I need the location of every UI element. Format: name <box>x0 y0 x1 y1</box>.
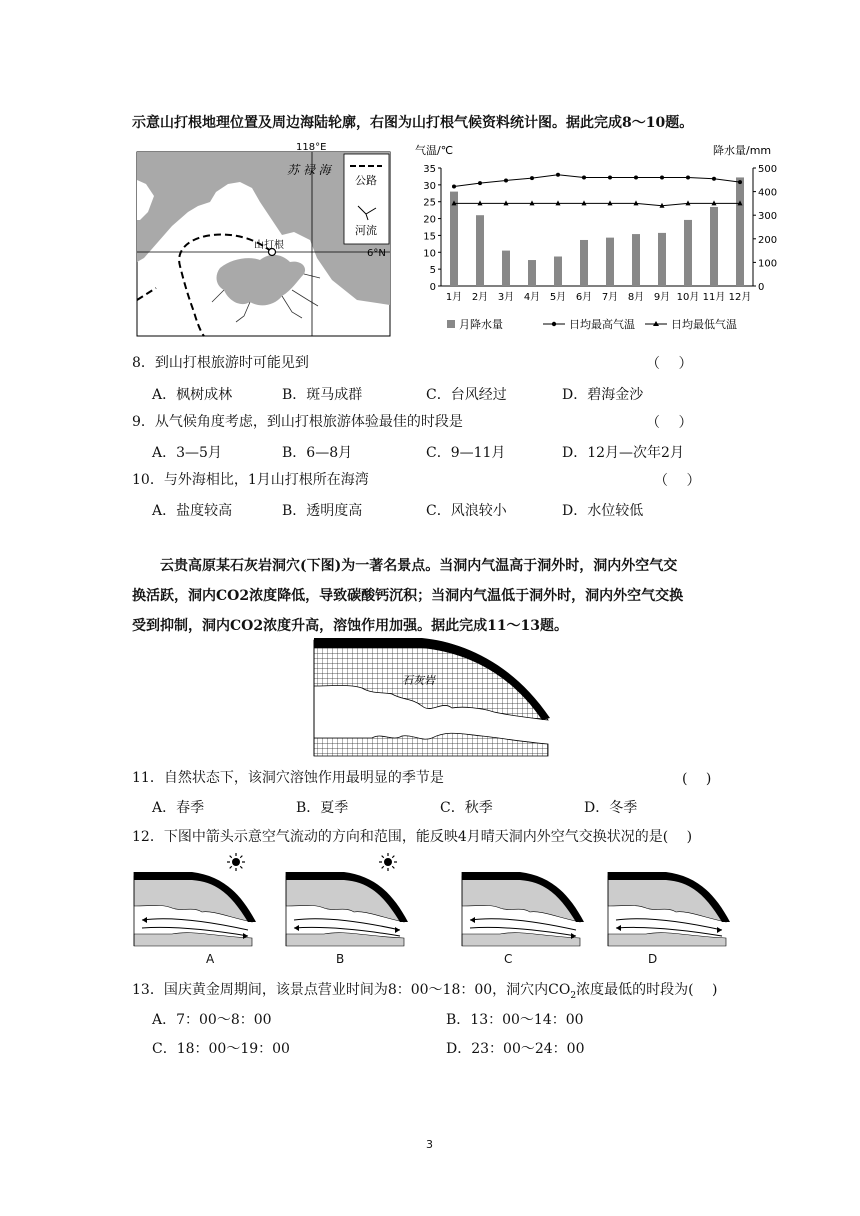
right-tick-label: 0 <box>758 282 765 293</box>
question-11-stem: 11．自然状态下，该洞穴溶蚀作用最明显的季节是 <box>132 770 444 786</box>
question-13-stem: 13．国庆黄金周期间，该景点营业时间为8：00～18：00，洞穴内$CO_2$浓度最低的时段为( ) <box>132 982 718 1001</box>
airflow-arrow <box>470 919 576 930</box>
high-temp-point <box>478 181 482 185</box>
question-12-stem: 12．下图中箭头示意空气流动的方向和范围，能反映4月晴天洞内外空气交换状况的是( ) <box>132 829 693 845</box>
precip-bar <box>736 177 744 286</box>
high-temp-point <box>686 175 690 179</box>
low-temp-line <box>454 203 740 205</box>
x-tick-label: 7月 <box>601 292 619 303</box>
low-temp-point <box>712 200 717 205</box>
high-temp-point <box>608 175 612 179</box>
right-axis-label: 降水量/mm <box>713 144 772 157</box>
low-temp-point <box>608 200 613 205</box>
question-13-option-b[interactable]: B．13：00～14：00 <box>446 1012 584 1028</box>
question-8-option-d[interactable]: D．碧海金沙 <box>562 387 644 403</box>
right-tick-label: 100 <box>758 258 778 270</box>
low-temp-point <box>556 200 561 205</box>
arrowhead-icon <box>294 925 299 931</box>
question-9-option-c[interactable]: C．9—11月 <box>426 445 506 461</box>
precip-bar <box>580 240 588 286</box>
x-tick-label: 10月 <box>676 292 700 303</box>
question-8-option-b[interactable]: B．斑马成群 <box>282 387 363 403</box>
left-tick-label: 20 <box>423 214 436 226</box>
question-13-option-d[interactable]: D．23：00～24：00 <box>446 1041 585 1057</box>
question-11-blank[interactable]: ( ) <box>682 771 712 787</box>
high-temp-point <box>712 177 716 181</box>
latitude-label: 6°N <box>367 248 386 259</box>
legend-road-label: 公路 <box>355 174 377 187</box>
panel-floor <box>134 933 252 946</box>
moon-icon <box>556 854 564 870</box>
city-label: 山打根 <box>254 240 284 251</box>
cave-label: 石灰岩 <box>402 674 435 687</box>
left-tick-label: 5 <box>429 265 436 277</box>
question-8-option-a[interactable]: A．枫树成林 <box>152 387 233 403</box>
low-temp-point <box>478 200 483 205</box>
sandakan-map <box>132 140 392 340</box>
legend-low-label: 日均最低气温 <box>671 318 737 331</box>
question-8-blank[interactable]: （ ） <box>646 356 693 372</box>
question-10-blank[interactable]: （ ） <box>654 473 701 489</box>
arrowhead-icon <box>395 927 400 933</box>
right-tick-label: 300 <box>758 211 778 223</box>
sun-icon <box>227 853 245 871</box>
arrowhead-icon <box>142 917 147 923</box>
question-10-option-c[interactable]: C．风浪较小 <box>426 503 507 519</box>
x-tick-label: 3月 <box>497 292 515 303</box>
sun-icon <box>379 853 397 871</box>
high-temp-line <box>454 175 740 187</box>
question-10-option-a[interactable]: A．盐度较高 <box>152 503 233 519</box>
precip-bar <box>554 257 562 287</box>
legend-precip-label: 月降水量 <box>459 318 503 331</box>
cave-floor <box>314 733 548 756</box>
low-temp-point <box>530 200 535 205</box>
x-tick-label: 6月 <box>575 292 593 303</box>
arrowhead-icon <box>717 927 722 933</box>
high-temp-point <box>556 173 560 177</box>
question-9-stem: 9．从气候角度考虑，到山打根旅游体验最佳的时段是 <box>132 414 463 430</box>
question-10-option-b[interactable]: B．透明度高 <box>282 503 363 519</box>
page-number: 3 <box>426 1138 433 1151</box>
left-tick-label: 10 <box>423 248 436 260</box>
precip-bar <box>710 207 718 286</box>
arrowhead-icon <box>616 925 621 931</box>
question-11-option-b[interactable]: B．夏季 <box>296 800 349 816</box>
high-temp-point <box>504 178 508 182</box>
question-11-option-c[interactable]: C．秋季 <box>440 800 493 816</box>
longitude-label: 118°E <box>296 142 327 153</box>
legend-river-label: 河流 <box>355 224 377 237</box>
panel-floor <box>608 933 726 946</box>
legend-bar-swatch <box>447 320 455 328</box>
panel-label-a: A <box>206 952 215 966</box>
airflow-arrow <box>142 919 248 930</box>
question-11-option-a[interactable]: A．春季 <box>152 800 205 816</box>
moon-icon <box>702 854 710 870</box>
low-temp-point <box>686 200 691 205</box>
sea-label: 苏 禄 海 <box>287 163 331 177</box>
climate-chart <box>405 140 785 340</box>
cave-panel-a <box>134 853 256 946</box>
panel-label-d: D <box>648 952 658 966</box>
cave-intro-line-1: 云贵高原某石灰岩洞穴(下图)为一著名景点。当洞内气温高于洞外时，洞内外空气交 <box>132 558 678 574</box>
x-tick-label: 2月 <box>471 292 489 303</box>
question-9-option-d[interactable]: D．12月—次年2月 <box>562 445 684 461</box>
q12-panels <box>132 850 732 950</box>
question-9-option-a[interactable]: A．3—5月 <box>152 445 222 461</box>
high-temp-point <box>738 180 742 184</box>
airflow-arrow <box>616 919 722 930</box>
x-tick-label: 1月 <box>445 292 463 303</box>
left-tick-label: 30 <box>423 180 436 192</box>
arrowhead-icon <box>470 917 475 923</box>
left-tick-label: 35 <box>423 164 436 175</box>
left-axis-label: 气温/℃ <box>415 144 454 157</box>
right-tick-label: 400 <box>758 187 778 199</box>
legend-high-label: 日均最高气温 <box>569 318 635 331</box>
high-temp-point <box>530 176 534 180</box>
low-temp-point <box>582 200 587 205</box>
question-8-option-c[interactable]: C．台风经过 <box>426 387 507 403</box>
precip-bar <box>528 260 536 286</box>
x-tick-label: 12月 <box>728 292 752 303</box>
cave-intro-line-3: 受到抑制，洞内CO2浓度升高，溶蚀作用加强。据此完成11～13题。 <box>132 618 569 634</box>
panel-floor <box>286 933 404 946</box>
precip-bar <box>450 192 458 286</box>
precip-bar <box>632 234 640 286</box>
question-8-stem: 8．到山打根旅游时可能见到 <box>132 355 309 371</box>
panel-floor <box>462 933 580 946</box>
left-tick-label: 15 <box>423 231 436 243</box>
airflow-arrow <box>294 919 400 930</box>
question-9-option-b[interactable]: B．6—8月 <box>282 445 353 461</box>
high-temp-point <box>634 175 638 179</box>
high-temp-point <box>660 175 664 179</box>
question-10-option-d[interactable]: D．水位较低 <box>562 503 644 519</box>
x-tick-label: 8月 <box>627 292 645 303</box>
question-13-option-c[interactable]: C．18：00～19：00 <box>152 1041 290 1057</box>
x-tick-label: 5月 <box>549 292 567 303</box>
question-13-option-a[interactable]: A．7：00～8：00 <box>152 1012 272 1028</box>
question-10-stem: 10．与外海相比，1月山打根所在海湾 <box>132 472 369 488</box>
low-temp-point <box>504 200 509 205</box>
cave-figure <box>312 638 552 760</box>
left-tick-label: 0 <box>429 282 436 293</box>
panel-label-c: C <box>504 952 513 966</box>
intro-text: 示意山打根地理位置及周边海陆轮廓，右图为山打根气候资料统计图。据此完成8～10题。 <box>132 115 694 131</box>
low-temp-point <box>634 200 639 205</box>
cave-panel-b <box>286 853 408 946</box>
precip-bar <box>684 220 692 286</box>
precip-bar <box>658 233 666 286</box>
cave-panel-d <box>608 854 730 946</box>
panel-label-b: B <box>336 952 345 966</box>
precip-bar <box>502 251 510 286</box>
precip-bar <box>606 238 614 286</box>
x-tick-label: 4月 <box>523 292 541 303</box>
question-11-option-d[interactable]: D．冬季 <box>584 800 638 816</box>
right-tick-label: 500 <box>758 164 778 175</box>
high-temp-point <box>452 185 456 189</box>
x-tick-label: 11月 <box>702 292 726 303</box>
high-temp-point <box>582 175 586 179</box>
cave-panel-c <box>462 854 584 946</box>
cave-intro-line-2: 换活跃，洞内CO2浓度降低，导致碳酸钙沉积；当洞内气温低于洞外时，洞内外空气交换 <box>132 588 684 604</box>
right-tick-label: 200 <box>758 234 778 246</box>
x-tick-label: 9月 <box>653 292 671 303</box>
question-9-blank[interactable]: （ ） <box>646 415 693 431</box>
precip-bar <box>476 215 484 286</box>
left-tick-label: 25 <box>423 197 436 209</box>
